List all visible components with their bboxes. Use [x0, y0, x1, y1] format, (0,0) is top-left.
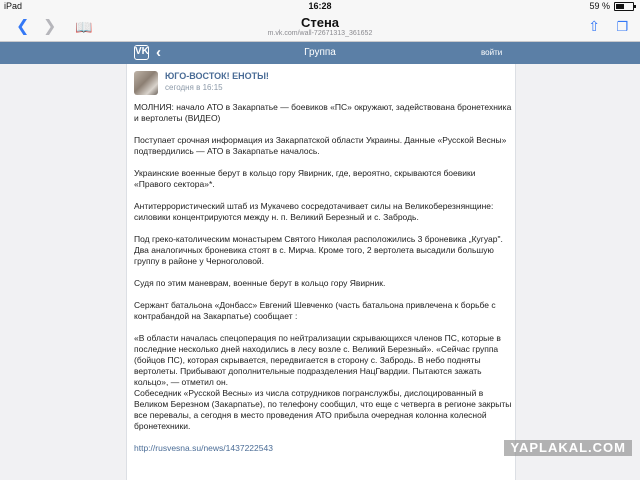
- watermark: YAPLAKAL.COM: [504, 440, 632, 456]
- device-label: iPad: [4, 1, 23, 11]
- status-time: 16:28: [308, 1, 332, 11]
- post-paragraph: МОЛНИЯ: начало АТО в Закарпатье — боевиков «ПС» окружают, задействована бронетехника и вертолеты (ВИДЕО): [134, 102, 512, 123]
- post-paragraph: Судя по этим маневрам, военные берут в кольцо гору Явирник.: [134, 278, 386, 288]
- post-paragraph: Украинские военные берут в кольцо гору Явирник, где, вероятно, скрываются боевики «Правого сектора»*.: [134, 168, 476, 189]
- tabs-icon[interactable]: ❐: [616, 19, 628, 34]
- battery-fill: [616, 4, 624, 9]
- login-link[interactable]: войти: [481, 48, 503, 57]
- post-paragraph: Поступает срочная информация из Закарпатской области Украины. Данные «Русской Весны» подтвердились — АТО в Закарпатье началось.: [134, 135, 507, 156]
- battery-text: 59 %: [589, 1, 610, 11]
- source-link[interactable]: http://rusvesna.su/news/1437222543: [134, 443, 273, 453]
- avatar[interactable]: [134, 71, 158, 95]
- vk-header: [0, 42, 640, 64]
- share-icon[interactable]: ⇧: [588, 18, 600, 34]
- post-paragraph: Сержант батальона «Донбасс» Евгений Шевченко (часть батальона привлечена к борьбе с контрабандой на Закарпатье) сообщает :: [134, 300, 496, 321]
- post-card: [126, 64, 516, 480]
- post-paragraph: Собеседник «Русской Весны» из числа сотрудников погранслужбы, дислоцированный в Великом Березном (Закарпатье), по телефону сообщил, что еще с четверга в регионе закрыты все перевалы, а сегодня в место проведения АТО прибыла очередная колонна колесной бронетехники.: [134, 388, 512, 431]
- status-right: [589, 1, 634, 11]
- vk-back-icon[interactable]: ‹: [156, 44, 161, 61]
- post-author[interactable]: ЮГО-ВОСТОК! ЕНОТЫ!: [165, 71, 269, 81]
- book-icon[interactable]: 📖: [75, 19, 93, 35]
- page-title: Стена: [300, 15, 340, 30]
- post-paragraph: «В области началась спецоперация по нейтрализации скрывающихся членов ПС, которые в последние несколько дней находились в лесу возле с. Великий Березный». «Сейчас группа (бойцов ПС), которая скрывается, передвигается в сторону с. Забродь. В небо подняты вертолеты. Прибывают дополнительные подразделения НацГвардии. Пытаются зажать кольцо», — отметил он.: [134, 333, 501, 387]
- vk-header-title: Группа: [304, 47, 336, 58]
- post-paragraph: Под греко-католическим монастырем Святого Николая расположились 3 броневика „Кугуар". Два аналогичных броневика стоят в с. Мирча. Кроме того, 2 вертолета высадили большую группу в районе у Черноголовой.: [134, 234, 503, 266]
- browser-toolbar: [0, 13, 640, 42]
- post-date[interactable]: сегодня в 16:15: [165, 83, 223, 92]
- status-bar: [0, 0, 640, 13]
- chevron-left-icon[interactable]: ❮: [16, 18, 30, 35]
- post-body: [134, 102, 512, 465]
- battery-icon: [614, 2, 634, 11]
- address-bar[interactable]: m.vk.com/wall-72671313_361652: [267, 30, 373, 37]
- chevron-right-icon[interactable]: ❯: [43, 18, 57, 35]
- vk-logo-icon[interactable]: VK: [134, 45, 149, 60]
- post-paragraph: Антитеррористический штаб из Мукачево сосредотачивает силы на Великоберезнянщине: силовики концентрируются между н. п. Великий Березный и с. Забродь.: [134, 201, 494, 222]
